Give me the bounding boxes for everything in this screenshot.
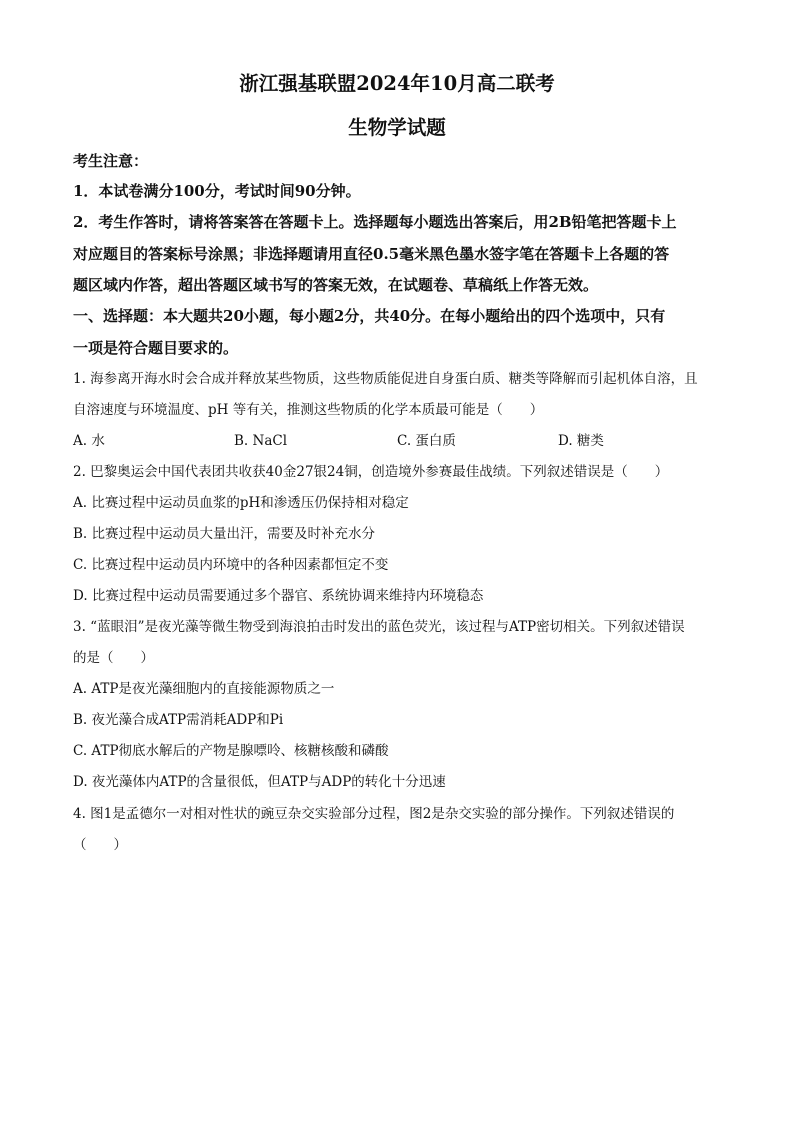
notice-item-2-line-2: 对应题目的答案标号涂黑；非选择题请用直径0.5毫米黑色墨水签字笔在答题卡上各题的答 bbox=[73, 245, 670, 263]
question-2-option-a: A. 比赛过程中运动员血浆的pH和渗透压仍保持相对稳定 bbox=[73, 495, 409, 511]
question-3-stem-line-1: 3. “蓝眼泪”是夜光藻等微生物受到海浪拍击时发出的蓝色荧光，该过程与ATP密切相关。下列叙述错误 bbox=[73, 619, 685, 635]
exam-subtitle: 生物学试题 bbox=[348, 116, 446, 139]
question-1-option-b: B. NaCl bbox=[234, 433, 288, 449]
question-3-option-a: A. ATP是夜光藻细胞内的直接能源物质之一 bbox=[73, 681, 335, 697]
question-3-option-d: D. 夜光藻体内ATP的含量很低，但ATP与ADP的转化十分迅速 bbox=[73, 774, 446, 790]
question-4-stem-line-1: 4. 图1是孟德尔一对相对性状的豌豆杂交实验部分过程，图2是杂交实验的部分操作。下列叙述错误的 bbox=[73, 806, 675, 822]
notice-item-2-line-3: 题区域内作答，超出答题区域书写的答案无效，在试题卷、草稿纸上作答无效。 bbox=[73, 276, 599, 294]
question-2-stem: 2. 巴黎奥运会中国代表团共收获40金27银24铜，创造境外参赛最佳战绩。下列叙述错误是（ ） bbox=[73, 464, 669, 480]
question-2-option-b: B. 比赛过程中运动员大量出汗，需要及时补充水分 bbox=[73, 526, 376, 542]
question-3-stem-line-2: 的是（ ） bbox=[73, 650, 154, 666]
question-4-stem-line-2: （ ） bbox=[73, 837, 127, 853]
question-2-option-d: D. 比赛过程中运动员需要通过多个器官、系统协调来维持内环境稳态 bbox=[73, 588, 484, 604]
exam-title: 浙江强基联盟2024年10月高二联考 bbox=[239, 72, 555, 95]
question-1-stem-line-1: 1. 海参离开海水时会合成并释放某些物质，这些物质能促进自身蛋白质、糖类等降解而引起机体自溶，且 bbox=[73, 371, 698, 387]
question-2-option-c: C. 比赛过程中运动员内环境中的各种因素都恒定不变 bbox=[73, 557, 389, 573]
section-heading-line-1: 一、选择题：本大题共20小题，每小题2分，共40分。在每小题给出的四个选项中，只有 bbox=[73, 307, 666, 325]
section-heading-line-2: 一项是符合题目要求的。 bbox=[73, 339, 239, 357]
question-3-option-c: C. ATP彻底水解后的产物是腺嘌呤、核糖核酸和磷酸 bbox=[73, 743, 389, 759]
question-1-stem-line-2: 自溶速度与环境温度、pH 等有关，推测这些物质的化学本质最可能是（ ） bbox=[73, 402, 544, 418]
notice-item-2-line-1: 2．考生作答时，请将答案答在答题卡上。选择题每小题选出答案后，用2B铅笔把答题卡上 bbox=[73, 213, 677, 231]
question-1-option-a: A. 水 bbox=[73, 433, 105, 449]
notice-item-1: 1．本试卷满分100分，考试时间90分钟。 bbox=[73, 182, 361, 200]
question-1-option-d: D. 糖类 bbox=[558, 433, 604, 449]
notice-heading: 考生注意： bbox=[73, 152, 149, 170]
question-1-option-c: C. 蛋白质 bbox=[397, 433, 456, 449]
question-3-option-b: B. 夜光藻合成ATP需消耗ADP和Pi bbox=[73, 712, 284, 728]
